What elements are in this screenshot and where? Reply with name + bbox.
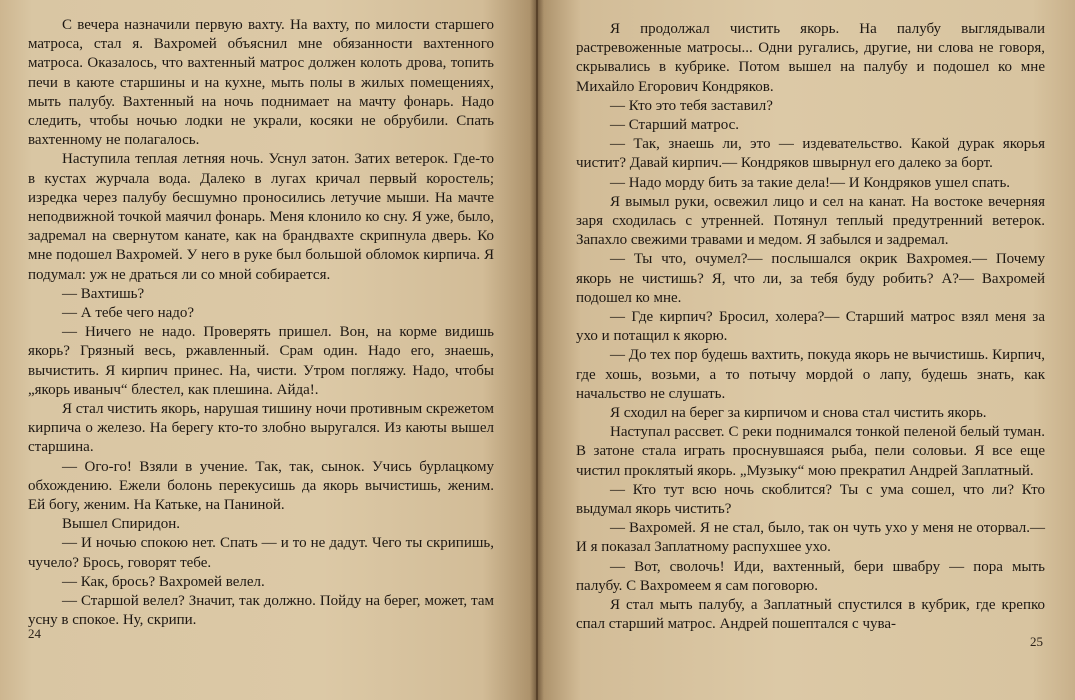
paragraph: — Кто тут всю ночь скоблится? Ты с ума сошел, что ли? Кто выдумал якорь чистить?	[576, 481, 1045, 518]
page-number: 24	[28, 626, 41, 641]
paragraph: — Ты что, очумел?— послышался окрик Вахромея.— Почему якорь не чистишь? Я, что ли, за тебя буду робить? А?— Вахромей подошел ко мне.	[576, 251, 1045, 306]
left-page	[0, 0, 536, 700]
paragraph: — Старший матрос.	[610, 117, 739, 134]
paragraph: Вышел Спиридон.	[62, 516, 181, 533]
paragraph: Наступила теплая летняя ночь. Уснул затон. Затих ветерок. Где-то в кустах журчала вода. Далеко в лугах кричал первый коростель; изредка через палубу бесшумно проносились летучие мыши. На мачте неподвижной точкой маячил фонарь. Меня клонило ко сну. Я уже, было, задремал на свернутом канате, как на брандвахте скрипнула дверь. Ко мне подошел Вахромей. У него в руке был большой обломок кирпича. Я подумал: уж не драться ли со мной собирается.	[28, 151, 494, 283]
paragraph: — Кто это тебя заставил?	[610, 97, 773, 114]
paragraph: Я стал чистить якорь, нарушая тишину ночи противным скрежетом кирпича о железо. На берегу кто-то злобно выругался. Из каюты вышел старшина.	[28, 401, 494, 456]
paragraph: — Ого-го! Взяли в учение. Так, так, сынок. Учись бурлацкому обхождению. Ежели болонь перекусишь да якорь вычистишь, женим. Ей богу, женим. На Катьке, на Паниной.	[28, 458, 494, 514]
paragraph: — Вахромей. Я не стал, было, так он чуть ухо у меня не оторвал.— И я показал Заплатному распухшее ухо.	[576, 520, 1045, 556]
paragraph: — Вот, сволочь! Иди, вахтенный, бери швабру — пора мыть палубу. С Вахромеем я сам поговорю.	[576, 558, 1045, 594]
page-number: 25	[1030, 634, 1043, 649]
paragraph: — Где кирпич? Бросил, холера?— Старший матрос взял меня за ухо и потащил к якорю.	[576, 309, 1045, 345]
right-page-text	[576, 20, 1045, 635]
paragraph: — А тебе чего надо?	[62, 305, 195, 322]
paragraph: Я стал мыть палубу, а Заплатный спустился в кубрик, где крепко спал старший матрос. Андрей пошептался с чува-	[576, 597, 1045, 633]
paragraph: Я вымыл руки, освежил лицо и сел на канат. На востоке вечерняя заря сходилась с утренней. Потянул теплый предутренний ветерок. Запахло свежими травами и медом. Я забылся и задремал.	[576, 193, 1045, 249]
paragraph: — До тех пор будешь вахтить, покуда якорь не вычистишь. Кирпич, где хошь, возьми, а то потычу мордой о лапу, будешь знать, как начальство не слушать.	[576, 347, 1045, 402]
right-page	[538, 0, 1075, 700]
paragraph: — И ночью спокою нет. Спать — и то не дадут. Чего ты скрипишь, чучело? Брось, говорят тебе.	[28, 535, 494, 571]
paragraph: — Старшой велел? Значит, так должно. Пойду на берег, может, там усну в спокое. Ну, скрипи.	[28, 593, 494, 629]
left-page-text	[28, 16, 494, 631]
paragraph: — Так, знаешь ли, это — издевательство. Какой дурак якорья чистит? Давай кирпич.— Кондряков швырнул его далеко за борт.	[576, 136, 1045, 172]
paragraph: Я сходил на берег за кирпичом и снова стал чистить якорь.	[610, 405, 987, 422]
paragraph: — Надо морду бить за такие дела!— И Кондряков ушел спать.	[610, 174, 1011, 191]
paragraph: — Вахтишь?	[62, 285, 145, 302]
paragraph: С вечера назначили первую вахту. На вахту, по милости старшего матроса, стал я. Вахромей объяснил мне обязанности вахтенного матроса. Оказалось, что вахтенный матрос должен колоть дрова, топить печи в каюте старшины и на кухне, мыть полы в жилых помещениях, мыть палубу. Вахтенный на ночь поднимает на мачту фонарь. Надо следить, чтобы ночью лодки не украли, косяки не обрубили. Спать вахтенному не полагалось.	[28, 17, 494, 149]
paragraph: Я продолжал чистить якорь. На палубу выглядывали растревоженные матросы... Одни ругались, другие, ни слова не говоря, скрывались в кубрике. Потом вышел на палубу и подошел ко мне Михайло Егорович Кондряков.	[576, 21, 1045, 95]
paragraph: — Как, брось? Вахромей велел.	[62, 573, 265, 590]
paragraph: Наступал рассвет. С реки поднимался тонкой пеленой белый туман. В затоне стала играть проснувшаяся рыба, пели соловьи. Я все еще чистил проклятый якорь. „Музыку“ мою прекратил Андрей Заплатный.	[576, 424, 1045, 479]
book-gutter	[530, 0, 544, 700]
paragraph: — Ничего не надо. Проверять пришел. Вон, на корме видишь якорь? Грязный весь, ржавленный. Срам один. Надо его, знаешь, вычистить. Я кирпич принес. На, чисти. Утром погляжу. Надо, чтобы „якорь иваныч“ блестел, как плешина. Айда!.	[28, 324, 494, 398]
